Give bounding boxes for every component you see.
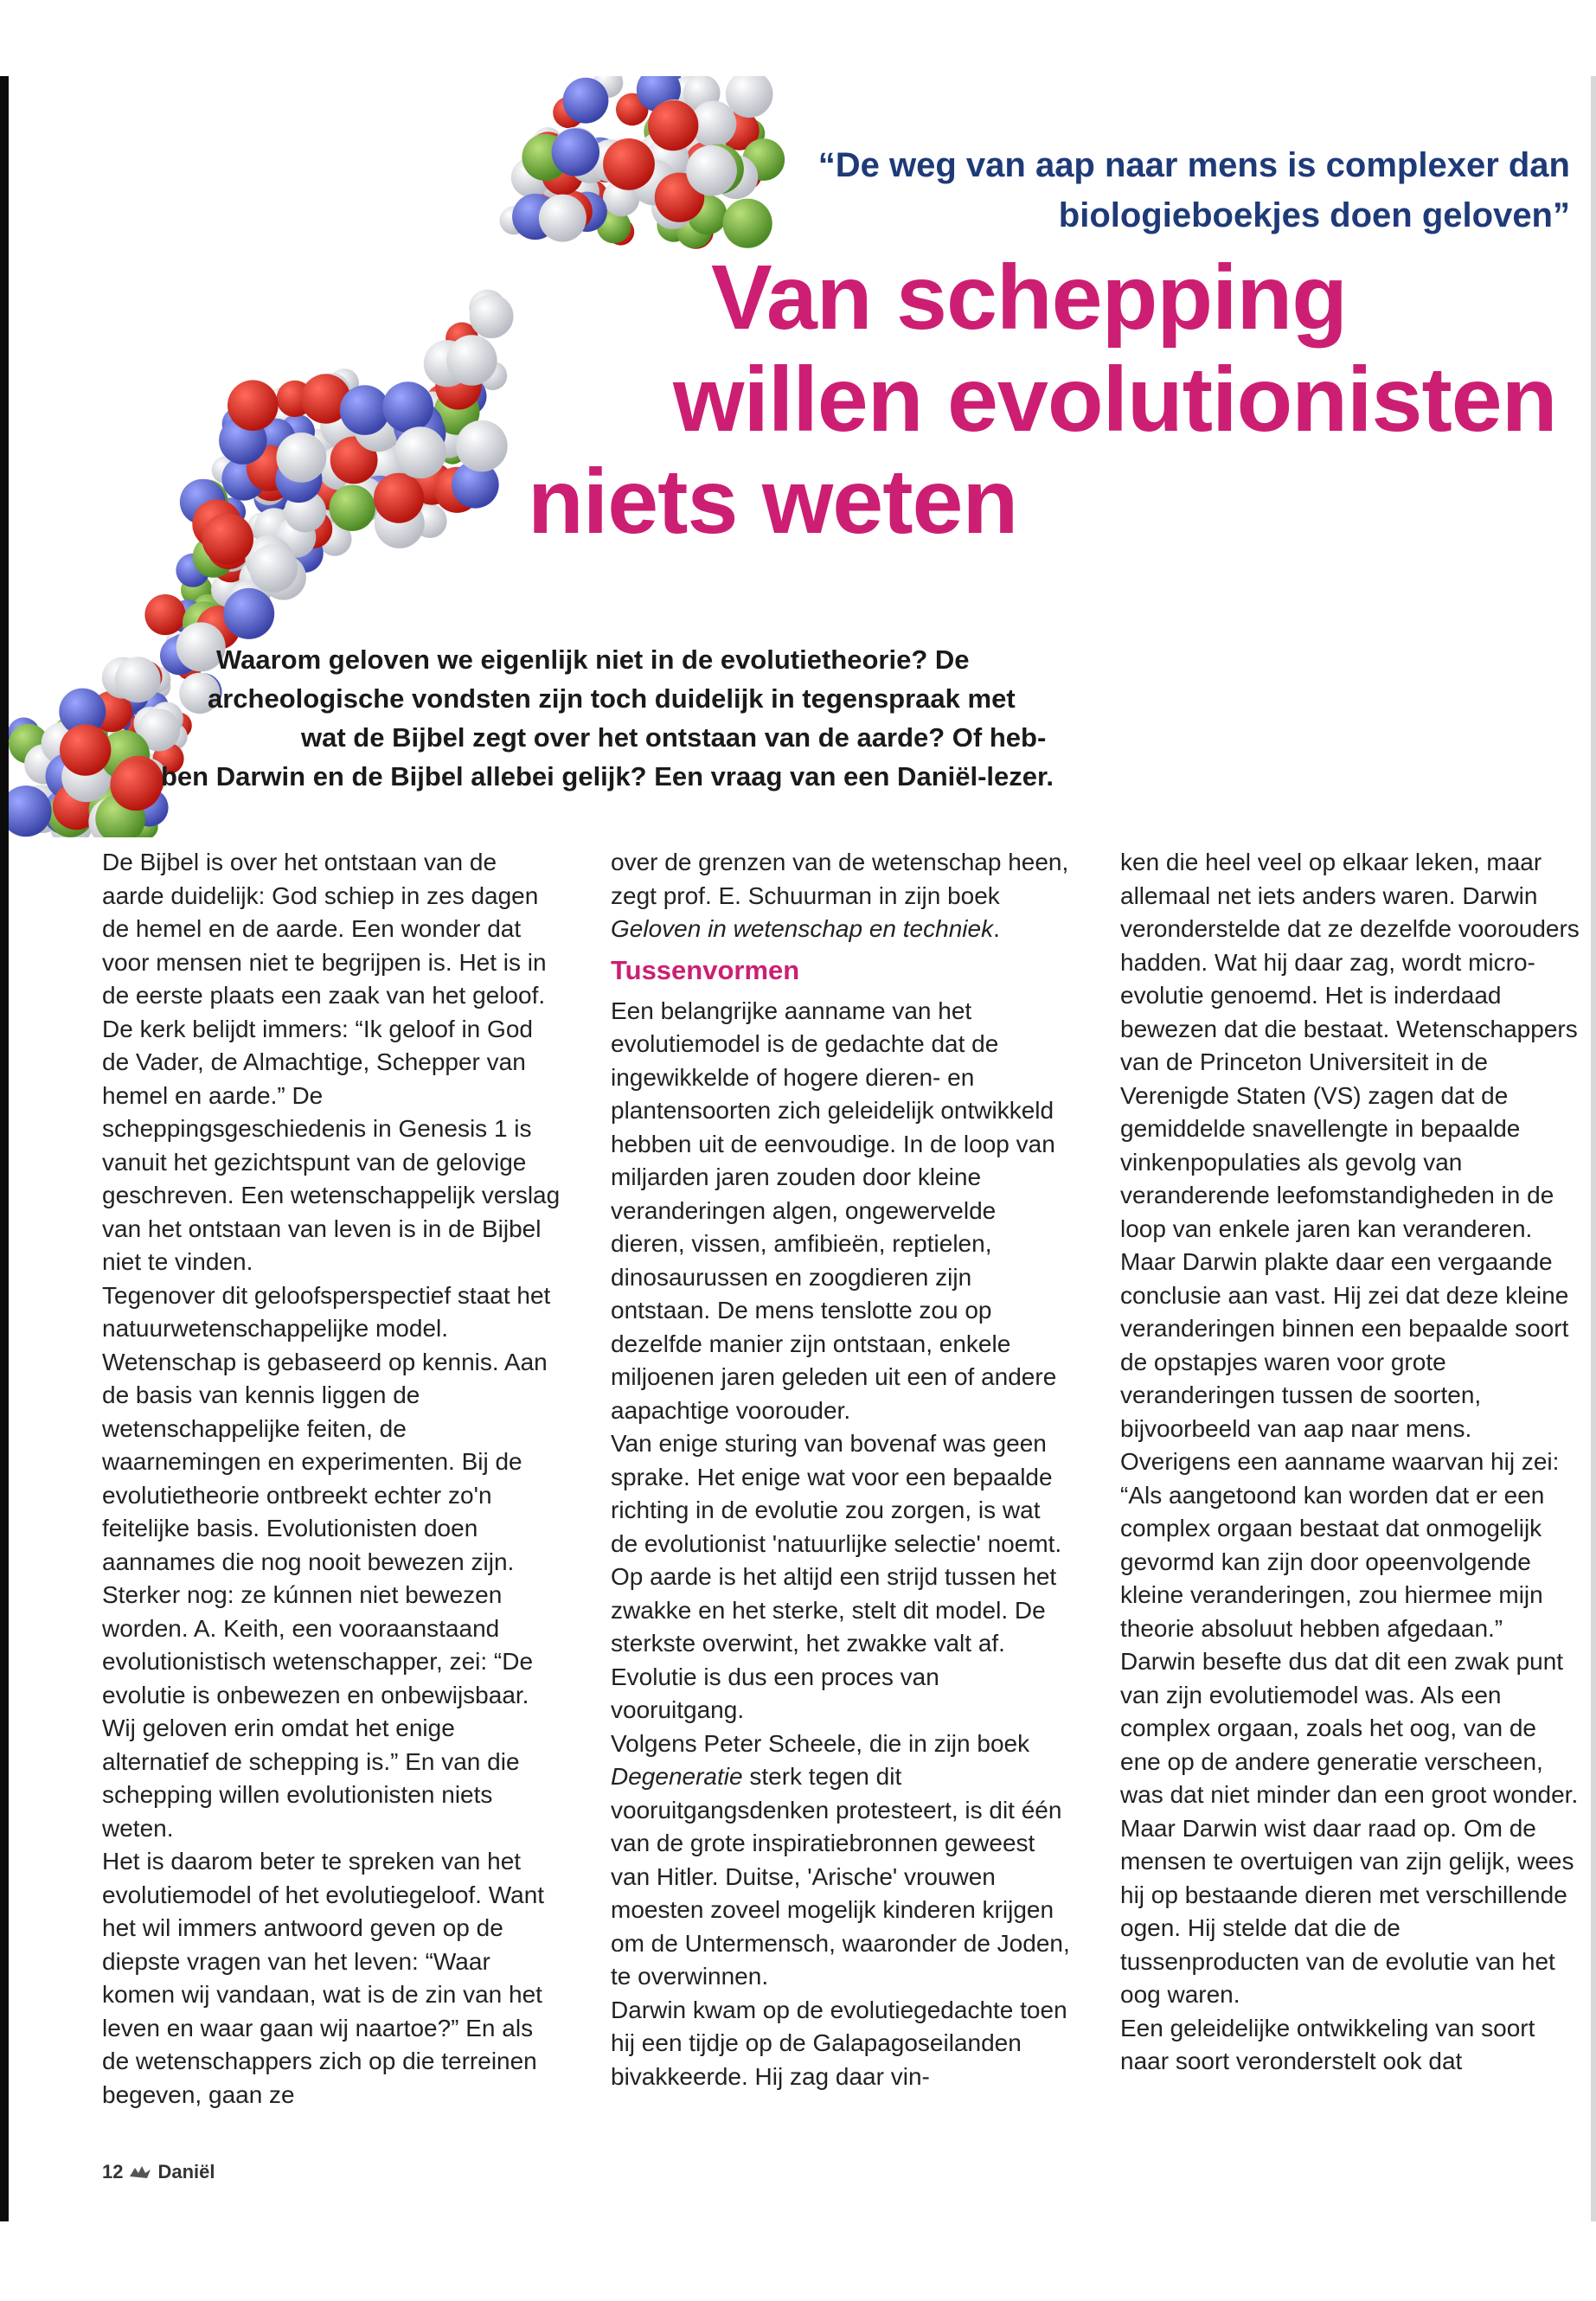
lion-logo-icon <box>128 2163 152 2182</box>
paragraph: Een belangrijke aanname van het evolutiemodel is de gedachte dat de ingewikkelde of hogere dieren- en plantensoorten zich geleidelijk ontwikkeld hebben uit de eenvoudige. In de loop van miljarden jaren zouden door kleine veranderingen algen, ongewervelde dieren, vissen, amfibieën, reptielen, dinosaurussen en zoogdieren zijn ontstaan. De mens tenslotte zou op dezelfde manier zijn ontstaan, enkele miljoenen jaren geleden uit een of andere aapachtige voorouder. <box>611 997 1057 1424</box>
bottom-margin <box>0 2221 1596 2301</box>
molecule-atom <box>277 433 327 483</box>
title-line-1: Van schepping <box>711 247 1348 349</box>
article-column-1 <box>102 846 565 2112</box>
molecule-atom <box>382 381 433 433</box>
title-line-2: willen evolutionisten <box>673 349 1557 451</box>
article-column-2 <box>611 846 1074 2093</box>
page-footer <box>102 2161 215 2183</box>
molecule-atom <box>223 588 274 639</box>
paragraph: Een geleidelijke ontwikkeling van soort naar soort veronderstelt ook dat <box>1120 2014 1535 2074</box>
paragraph: Van enige sturing van bovenaf was geen sprake. Het enige wat voor een bepaalde richting in de evolutie zou zorgen, is wat de evolutionist 'natuurlijke selectie' noemt. Op aarde is het altijd een strijd tussen het zwakke en het sterke, stelt dit model. De sterkste overwint, het zwakke valt af. Evolutie is dus een proces van vooruitgang. <box>611 1430 1062 1723</box>
paragraph: Maar Darwin plakte daar een vergaande conclusie aan vast. Hij zei dat deze kleine veranderingen binnen een bepaalde soort de opstapjes waren voor grote veranderingen tussen de soorten, bijvoorbeeld van aap naar mens. Overigens een aanname waarvan hij zei: “Als aangetoond kan worden dat er een complex orgaan bestaat dat onmogelijk gevormd kan zijn door opeenvolgende kleine veranderingen, zou hiermee mijn theorie absoluut hebben afgedaan.” Darwin besefte dus dat dit een zwak punt van zijn evolutiemodel was. Als een complex orgaan, zoals het oog, van de ene op de andere generatie verscheen, was dat niet minder dan een groot wonder. <box>1120 1248 1579 1808</box>
intro-line: archeologische vondsten zijn toch duidelijk in tegenspraak met <box>208 683 1016 714</box>
intro-line: ben Darwin en de Bijbel allebei gelijk? Een vraag van een Daniël-lezer. <box>161 761 1054 792</box>
text-run: Volgens Peter Scheele, die in zijn boek <box>611 1729 1030 1757</box>
molecule-atom <box>394 426 446 478</box>
paragraph <box>611 846 1074 946</box>
molecule-atom <box>374 473 424 523</box>
scan-left-edge <box>0 76 9 2221</box>
section-heading: Tussenvormen <box>611 954 800 985</box>
article-title <box>519 247 1557 553</box>
paragraph: De Bijbel is over het ontstaan van de aarde duidelijk: God schiep in zes dagen de hemel en de aarde. Een wonder dat voor mensen niet te begrijpen is. Het is in de eerste plaats een zaak van het geloof. De kerk belijdt immers: “Ik geloof in God de Vader, de Almachtige, Schepper van hemel en aarde.” De scheppingsgeschiedenis in Genesis 1 is vanuit het gezichtspunt van de gelovige geschreven. Een wetenschappelijk verslag van het ontstaan van leven is in de Bijbel niet te vinden. <box>102 849 561 1275</box>
paragraph: Het is daarom beter te spreken van het evolutiemodel of het evolutiegeloof. Want het wil immers antwoord geven op de diepste vragen van het leven: “Waar komen wij vandaan, wat is de zin van het leven en waar gaan wij naartoe?” En als de wetenschappers zich op die terreinen begeven, gaan ze <box>102 1848 545 2108</box>
molecule-atom <box>446 335 497 385</box>
intro-line: wat de Bijbel zegt over het ontstaan van de aarde? Of heb- <box>301 722 1047 753</box>
paragraph: Maar Darwin wist daar raad op. Om de mensen te overtuigen van zijn gelijk, wees hij op bestaande dieren met verschillende ogen. Hij stelde dat die de tussenproducten van de evolutie van het oog waren. <box>1120 1814 1574 2008</box>
intro-line: Waarom geloven we eigenlijk niet in de evolutietheorie? De <box>216 644 970 675</box>
paragraph: ken die heel veel op elkaar leken, maar allemaal net iets anders waren. Darwin veronderstelde dat ze dezelfde voorouders hadden. Wat hij daar zag, wordt micro-evolutie genoemd. Het is inderdaad bewezen dat die bestaat. Wetenschappers van de Princeton Universiteit in de Verenigde Staten (VS) zagen dat de gemiddelde snavellengte in bepaalde vinkenpopulaties als gevolg van veranderende leefomstandigheden in de loop van enkele jaren kan veranderen. <box>1120 849 1580 1242</box>
molecule-atom <box>228 380 279 431</box>
paragraph: Tegenover dit geloofsperspectief staat het natuurwetenschappelijke model. Wetenschap is gebaseerd op kennis. Aan de basis van kennis liggen de wetenschappelijke feiten, de waarnemingen en experimenten. Bij de evolutietheorie ontbreekt echter zo'n feitelijke basis. Evolutionisten doen aannames die nog nooit bewezen zijn. Sterker nog: ze kúnnen niet bewezen worden. A. Keith, een vooraanstaand evolutionistisch wetenschapper, zei: “De evolutie is onbewezen en onbewijsbaar. Wij geloven erin omdat het enige alternatief de schepping is.” En van die schepping willen evolutionisten niets weten. <box>102 1281 551 1842</box>
intro-lead <box>104 640 1090 796</box>
top-margin <box>0 0 1596 76</box>
pull-quote: “De weg van aap naar mens is complexer dan biologieboekjes doen geloven” <box>817 146 1570 234</box>
magazine-name: Daniël <box>157 2161 215 2182</box>
page-number: 12 <box>102 2161 124 2182</box>
paragraph: Darwin kwam op de evolutiegedachte toen hij een tijdje op de Galapagoseilanden bivakkeerde. Hij zag daar vin- <box>611 1996 1067 2090</box>
text-run: sterk tegen dit vooruitgangsdenken protesteert, is dit één van de grote inspiratiebronnen geweest van Hitler. Duitse, 'Arische' vrouwen moesten zoveel mogelijk kinderen krijgen om de Untermensch, waaronder de Joden, te overwinnen. <box>611 1763 1070 1990</box>
paragraph <box>611 1727 1074 1994</box>
molecule-atom <box>603 138 655 190</box>
title-line-3: niets weten <box>528 451 1018 553</box>
molecule-atom <box>144 594 185 635</box>
molecule-atom <box>456 420 508 472</box>
molecule-atom <box>539 195 586 242</box>
scan-right-edge <box>1591 76 1596 2221</box>
molecule-atom <box>552 128 599 176</box>
molecule-atom <box>340 385 390 435</box>
molecule-atom <box>249 544 298 593</box>
text-run: over de grenzen van de wetenschap heen, zegt prof. E. Schuurman in zijn boek <box>611 849 1069 909</box>
molecule-atom <box>330 485 375 531</box>
molecule-atom <box>470 294 514 338</box>
book-title: Geloven in wetenschap en techniek <box>611 915 994 942</box>
book-title: Degeneratie <box>611 1763 743 1790</box>
molecule-atom <box>563 78 609 124</box>
article-column-3 <box>1120 846 1583 2079</box>
molecule-atom <box>202 513 253 565</box>
text-run: . <box>993 915 1000 942</box>
molecule-atom <box>648 100 698 151</box>
